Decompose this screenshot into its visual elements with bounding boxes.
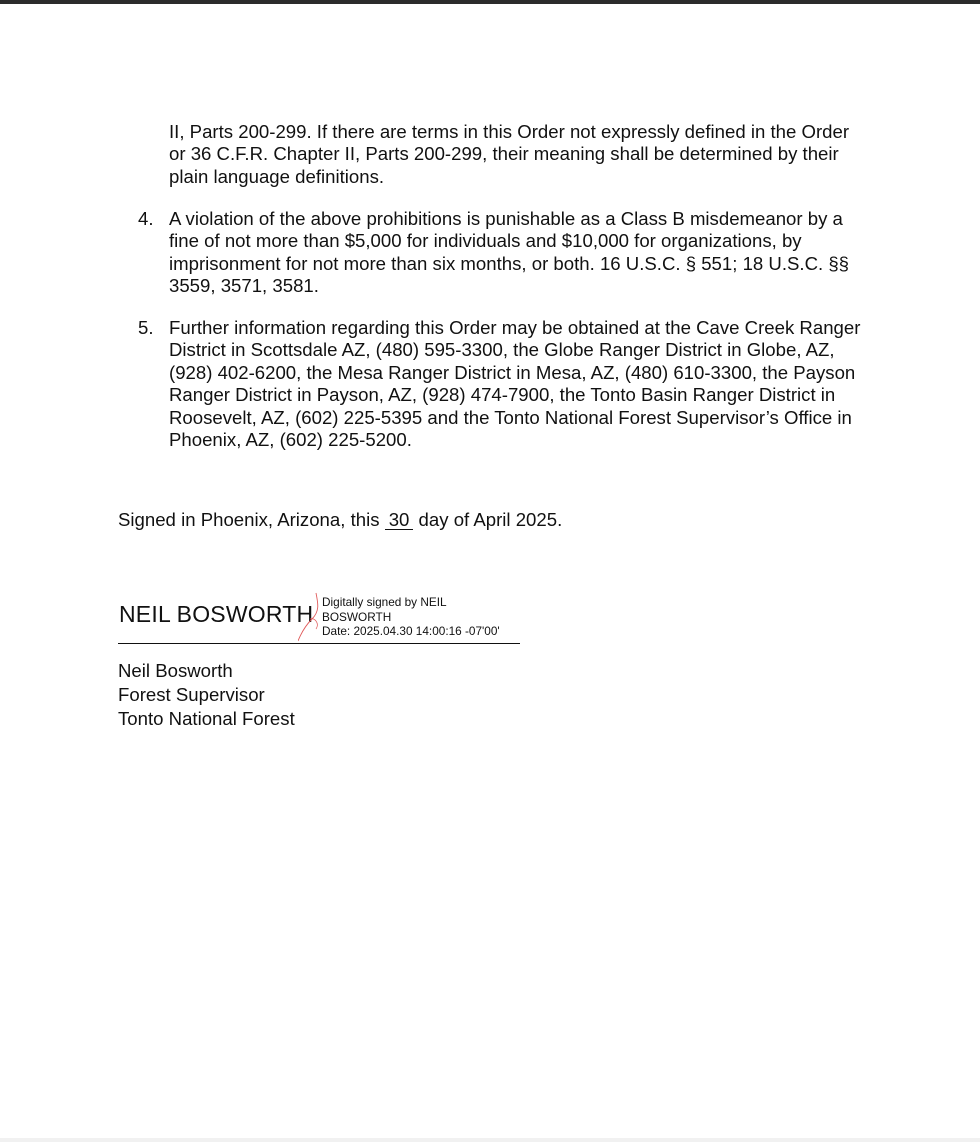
signatory-unit: Tonto National Forest <box>118 708 295 729</box>
signature-detail-line: Digitally signed by NEIL <box>322 595 447 609</box>
list-item-text: A violation of the above prohibitions is punishable as a Class B misdemeanor by a fine of not more than $5,000 for individuals and $10,000 for organizations, by imprisonment for not more than six months, or both. 16 U.S.C. § 551; 18 U.S.C. §§ 3559, 3571, 3581. <box>169 208 850 297</box>
signature-name: NEIL BOSWORTH <box>119 601 314 627</box>
digital-signature-field[interactable] <box>118 589 520 644</box>
order-definitions-continuation: II, Parts 200-299. If there are terms in this Order not expressly defined in the Order or 36 C.F.R. Chapter II, Parts 200-299, their meaning shall be determined by their plain language definitions. <box>169 121 850 187</box>
signatory-block <box>118 659 295 731</box>
signatory-title: Forest Supervisor <box>118 684 265 705</box>
signature-detail-line: BOSWORTH <box>322 609 392 624</box>
signed-suffix: day of April 2025. <box>418 509 563 530</box>
signature-details <box>322 595 500 639</box>
signature-date-line: Date: 2025.04.30 14:00:16 -07'00' <box>322 624 500 639</box>
list-item-number: 4. <box>138 208 154 229</box>
signed-day-field: 30 <box>385 510 414 530</box>
signed-prefix: Signed in Phoenix, Arizona, this <box>118 509 380 530</box>
list-item-number: 5. <box>138 317 154 338</box>
document-page <box>0 4 980 1138</box>
list-item-text: Further information regarding this Order may be obtained at the Cave Creek Ranger District in Scottsdale AZ, (480) 595-3300, the Globe Ranger District in Globe, AZ, (928) 402-6200, the Mesa Ranger District in Mesa, AZ, (480) 610-3300, the Payson Ranger District in Payson, AZ, (928) 474-7900, the Tonto Basin Ranger District in Roosevelt, AZ, (602) 225-5395 and the Tonto National Forest Supervisor’s Office in Phoenix, AZ, (602) 225-5200. <box>169 317 861 451</box>
signatory-name: Neil Bosworth <box>118 660 233 681</box>
signed-statement <box>118 509 562 531</box>
